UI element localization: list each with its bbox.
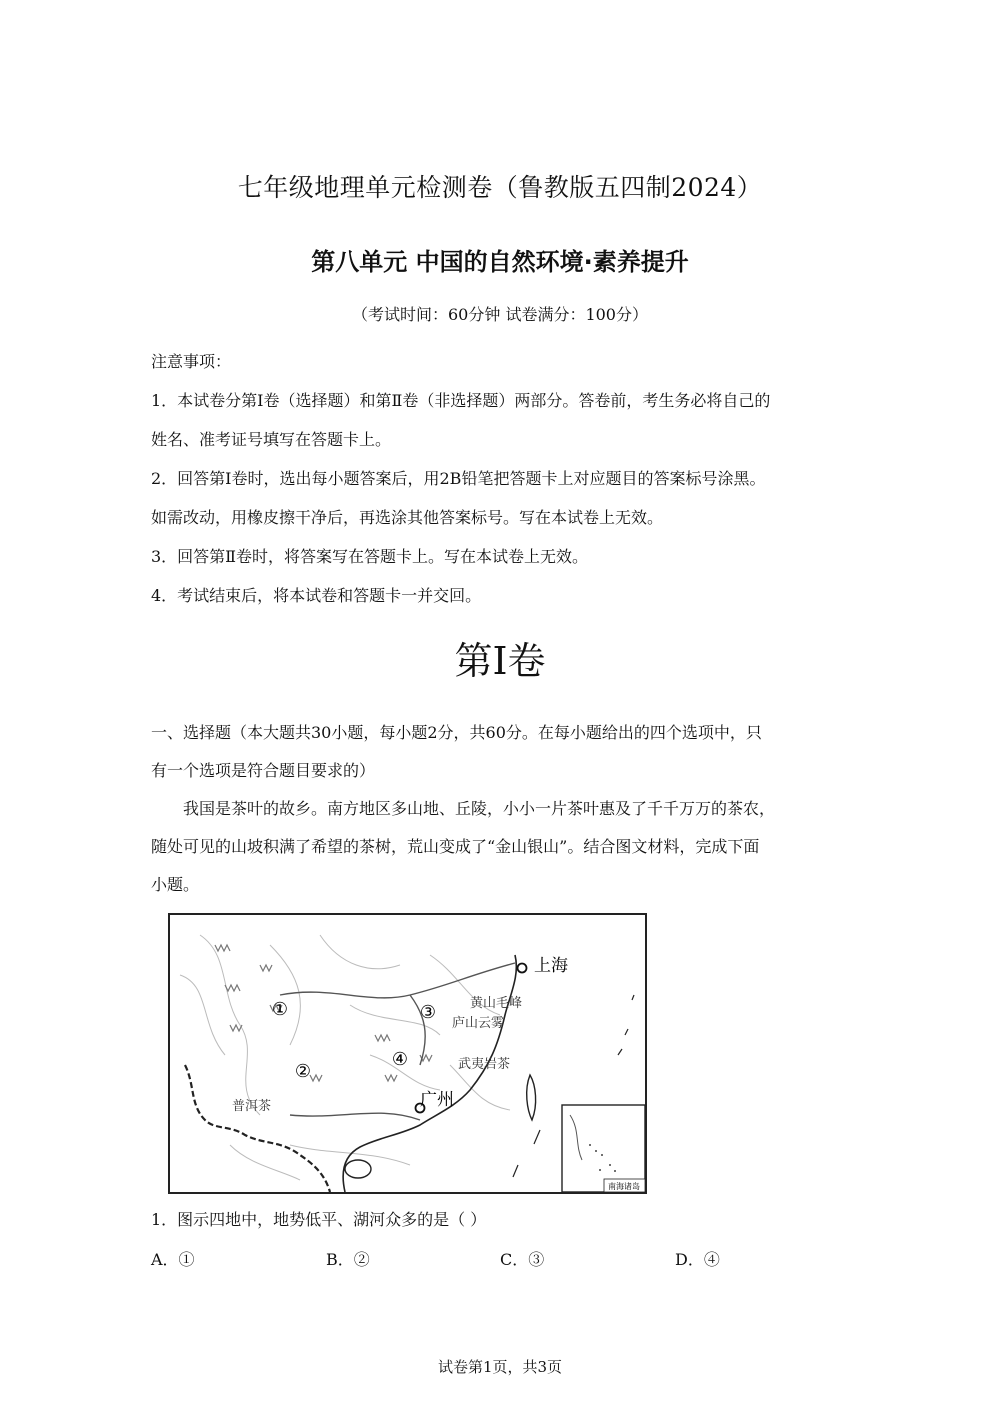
option-a: A．① [151, 1250, 195, 1269]
label-nanhai: 南海诸岛 [608, 1182, 640, 1191]
note-line: 1．本试卷分第Ⅰ卷（选择题）和第Ⅱ卷（非选择题）两部分。答卷前，考生务必将自己的 [151, 391, 771, 410]
volume-title: 第Ⅰ卷 [454, 639, 546, 683]
option-b: B．② [326, 1250, 370, 1269]
material-text-cont: 随处可见的山坡积满了希望的茶树，荒山变成了“金山银山”。结合图文材料，完成下面 [151, 837, 760, 856]
option-d: D．④ [675, 1250, 720, 1269]
note-line: 3．回答第Ⅱ卷时，将答案写在答题卡上。写在本试卷上无效。 [151, 547, 589, 566]
question-1-stem: 1．图示四地中，地势低平、湖河众多的是（ ） [151, 1210, 487, 1229]
page-footer: 试卷第1页，共3页 [437, 1358, 563, 1376]
map-graphic [170, 915, 645, 1192]
label-huangshan: 黄山毛峰 [470, 996, 523, 1011]
note-line: 4．考试结束后，将本试卷和答题卡一并交回。 [151, 586, 482, 605]
region-marker-2: ② [294, 1061, 312, 1082]
material-text: 我国是茶叶的故乡。南方地区多山地、丘陵，小小一片茶叶惠及了千千万万的茶农， [183, 799, 776, 818]
page-title: 七年级地理单元检测卷（鲁教版五四制2024） [237, 173, 763, 202]
exam-time-info: （考试时间：60分钟 试卷满分：100分） [352, 305, 648, 324]
city-dot-shanghai [518, 964, 527, 973]
page-subtitle: 第八单元 中国的自然环境·素养提升 [311, 248, 689, 276]
region-marker-4: ④ [391, 1049, 409, 1070]
note-line: 如需改动，用橡皮擦干净后，再选涂其他答案标号。写在本试卷上无效。 [151, 508, 664, 527]
label-shanghai: 上海 [534, 956, 568, 976]
section-heading: 一、选择题（本大题共30小题，每小题2分，共60分。在每小题给出的四个选项中，只 [151, 723, 762, 742]
label-puer: 普洱茶 [232, 1099, 272, 1114]
choice-section [151, 714, 851, 904]
region-marker-1: ① [271, 999, 289, 1020]
notes-block [151, 342, 851, 615]
note-line: 姓名、准考证号填写在答题卡上。 [151, 430, 392, 449]
region-marker-3: ③ [419, 1002, 437, 1023]
label-wuyi: 武夷岩茶 [458, 1057, 511, 1072]
section-heading-cont: 有一个选项是符合题目要求的） [151, 761, 376, 780]
south-china-tea-map [168, 913, 647, 1194]
notes-heading: 注意事项： [151, 352, 232, 371]
label-lushan: 庐山云雾 [452, 1016, 505, 1031]
material-text-cont: 小题。 [151, 875, 200, 894]
note-line: 2．回答第Ⅰ卷时，选出每小题答案后，用2B铅笔把答题卡上对应题目的答案标号涂黑。 [151, 469, 766, 488]
label-guangzhou: 广州 [420, 1090, 454, 1110]
option-c: C．③ [500, 1250, 545, 1269]
